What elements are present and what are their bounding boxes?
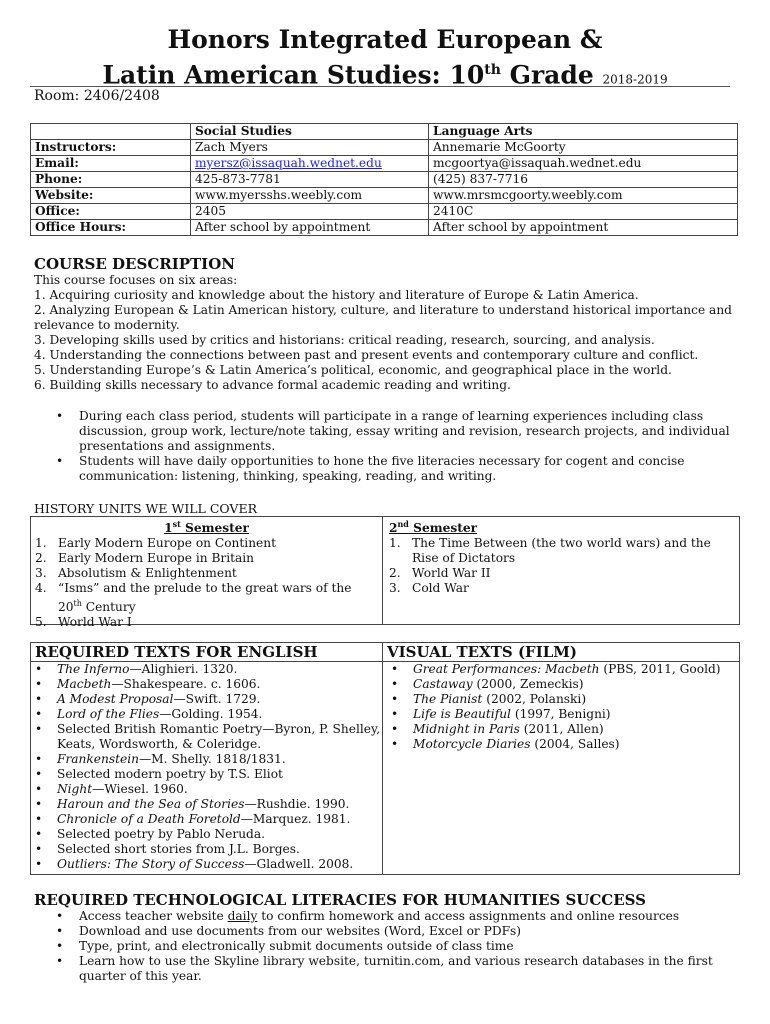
work-title: Great Performances: Macbeth — [413, 662, 600, 676]
bullet-icon: • — [391, 692, 399, 706]
bullet-icon: • — [56, 454, 64, 468]
unit-text-cont2: Century — [81, 600, 136, 615]
row-label: Instructors: — [31, 140, 191, 156]
table-row — [31, 204, 738, 220]
work-details: Selected British Romantic Poetry—Byron, P. Shelley, Keats, Wordsworth, & Coleridge. — [57, 722, 381, 751]
unit-text: Absolutism & Enlightenment — [58, 566, 237, 581]
work-details: Selected poetry by Pablo Neruda. — [57, 827, 266, 841]
bullet-icon: • — [391, 737, 399, 751]
cell-ss: After school by appointment — [191, 220, 429, 236]
col-header-social-studies: Social Studies — [191, 124, 429, 140]
unit-text: World War II — [412, 566, 491, 581]
bullet-icon: • — [35, 767, 43, 781]
bullet-icon: • — [35, 857, 43, 871]
work-title: The Inferno — [57, 662, 130, 676]
course-area: 6. Building skills necessary to advance formal academic reading and writing. — [34, 378, 511, 392]
course-area: 3. Developing skills used by critics and historians: critical reading, research, sourcing, and analysis. — [34, 333, 655, 347]
title-grade: Grade — [500, 60, 594, 90]
bullet-icon: • — [35, 707, 43, 721]
unit-text: World War I — [58, 615, 132, 630]
tech-text: Learn how to use the Skyline library website, turnitin.com, and various research databases in the first quarter of this year. — [79, 954, 713, 983]
semester-1-heading — [31, 517, 382, 536]
semester-1-column — [31, 517, 383, 630]
history-units-table — [30, 516, 740, 630]
course-area: 5. Understanding Europe’s & Latin America’s political, economic, and geographical place in the world. — [34, 363, 672, 377]
col-header-language-arts: Language Arts — [429, 124, 738, 140]
item-number: 5. — [35, 615, 47, 630]
semester-2-heading — [383, 517, 739, 536]
page-title-line1: Honors Integrated European & — [167, 25, 603, 54]
tech-text: Type, print, and electronically submit documents outside of class time — [79, 939, 514, 953]
list-item — [31, 857, 382, 872]
item-number: 4. — [35, 581, 47, 596]
item-number: 2. — [389, 566, 401, 581]
list-item — [31, 707, 382, 722]
list-item — [35, 615, 382, 630]
tech-literacies-heading: REQUIRED TECHNOLOGICAL LITERACIES FOR HUMANITIES SUCCESS — [34, 891, 647, 909]
sem1-num: 1 — [164, 521, 173, 536]
item-number: 1. — [35, 536, 47, 551]
item-number: 3. — [35, 566, 47, 581]
row-label: Office: — [31, 204, 191, 220]
list-item — [389, 536, 739, 566]
list-item — [389, 566, 739, 581]
work-details: —Wiesel. 1960. — [92, 782, 188, 796]
work-title: Haroun and the Sea of Stories — [57, 797, 245, 811]
bullet-icon: • — [391, 707, 399, 721]
list-item — [35, 566, 382, 581]
bullet-icon: • — [35, 752, 43, 766]
table-row — [31, 220, 738, 236]
english-texts-column — [31, 643, 383, 874]
work-details: Selected modern poetry by T.S. Eliot — [57, 767, 283, 781]
list-item — [35, 536, 382, 551]
work-details: (PBS, 2011, Goold) — [599, 662, 721, 676]
bullet-text: During each class period, students will participate in a range of learning experiences including class discussion, group work, lecture/note taking, essay writing and revision, research projects, and individual presentations and assignments. — [79, 409, 730, 453]
list-item — [383, 692, 739, 707]
work-title: Frankenstein — [57, 752, 139, 766]
unit-text: The Time Between (the two world wars) and the Rise of Dictators — [412, 536, 711, 566]
work-details: (2004, Salles) — [530, 737, 620, 751]
table-row — [31, 156, 738, 172]
list-item — [383, 707, 739, 722]
bullet-icon: • — [35, 827, 43, 841]
bullet-icon: • — [56, 954, 64, 968]
unit-sup: th — [73, 599, 82, 609]
work-details: (2011, Allen) — [519, 722, 604, 736]
work-details: —Marquez. 1981. — [240, 812, 351, 826]
work-details: (1997, Benigni) — [510, 707, 611, 721]
history-units-heading: HISTORY UNITS WE WILL COVER — [34, 501, 257, 516]
bullet-icon: • — [56, 409, 64, 423]
list-item — [34, 939, 734, 954]
work-details: —Golding. 1954. — [159, 707, 263, 721]
work-title: Macbeth — [57, 677, 112, 691]
course-intro: This course focuses on six areas: — [34, 273, 238, 287]
list-item — [31, 722, 382, 752]
table-row — [31, 172, 738, 188]
cell-la: www.mrsmcgoorty.weebly.com — [429, 188, 738, 204]
list-item — [31, 827, 382, 842]
item-number: 2. — [35, 551, 47, 566]
sem2-label: Semester — [408, 521, 478, 536]
bullet-icon: • — [391, 722, 399, 736]
cell-la: After school by appointment — [429, 220, 738, 236]
course-area: 2. Analyzing European & Latin American history, culture, and literature to understand historical importance and relevance to modernity. — [34, 303, 732, 332]
bullet-icon: • — [56, 909, 64, 923]
tech-text-underlined: daily — [227, 909, 258, 923]
work-details: —Shakespeare. c. 1606. — [111, 677, 261, 691]
row-label: Phone: — [31, 172, 191, 188]
english-texts-list — [31, 662, 382, 872]
bullet-icon: • — [391, 677, 399, 691]
bullet-icon: • — [35, 812, 43, 826]
cell-ss: Zach Myers — [191, 140, 429, 156]
list-item — [35, 581, 382, 615]
email-link-myers[interactable]: myersz@issaquah.wednet.edu — [195, 156, 382, 170]
list-item — [35, 551, 382, 566]
unit-text: Cold War — [412, 581, 469, 596]
tech-text: to confirm homework and access assignments and online resources — [257, 909, 680, 923]
work-title: Night — [57, 782, 93, 796]
cell-la: mcgoortya@issaquah.wednet.edu — [429, 156, 738, 172]
course-description — [34, 273, 734, 393]
work-details: —Alighieri. 1320. — [129, 662, 238, 676]
unit-text: Early Modern Europe in Britain — [58, 551, 255, 566]
film-texts-heading: VISUAL TEXTS (FILM) — [383, 643, 739, 662]
list-item — [34, 954, 734, 984]
work-title: The Pianist — [413, 692, 483, 706]
list-item — [31, 662, 382, 677]
work-details: Selected short stories from J.L. Borges. — [57, 842, 300, 856]
bullet-icon: • — [35, 662, 43, 676]
semester-1-list — [31, 536, 382, 630]
tech-text: Download and use documents from our websites (Word, Excel or PDFs) — [79, 924, 522, 938]
list-item — [31, 812, 382, 827]
bullet-icon: • — [35, 842, 43, 856]
item-number: 3. — [389, 581, 401, 596]
course-area: 4. Understanding the connections between past and present events and contemporary culture and conflict. — [34, 348, 699, 362]
english-texts-heading: REQUIRED TEXTS FOR ENGLISH — [31, 643, 382, 662]
list-item — [383, 722, 739, 737]
bullet-icon: • — [56, 924, 64, 938]
row-label: Office Hours: — [31, 220, 191, 236]
work-title: Lord of the Flies — [57, 707, 160, 721]
list-item — [31, 782, 382, 797]
film-texts-column — [383, 643, 739, 874]
required-texts-table — [30, 642, 740, 875]
list-item — [383, 662, 739, 677]
school-year: 2018-2019 — [602, 72, 668, 87]
empty-header-cell — [31, 124, 191, 140]
row-label: Email: — [31, 156, 191, 172]
sem1-label: Semester — [180, 521, 249, 536]
list-item — [31, 797, 382, 812]
work-title: Chronicle of a Death Foretold — [57, 812, 241, 826]
table-row — [31, 140, 738, 156]
unit-text: Early Modern Europe on Continent — [58, 536, 277, 551]
work-title: A Modest Proposal — [57, 692, 174, 706]
work-details: (2000, Zemeckis) — [472, 677, 584, 691]
unit-text: “Isms” and the prelude to the great wars of the — [58, 581, 352, 596]
tech-literacies-list — [34, 909, 734, 984]
list-item — [31, 767, 382, 782]
bullet-icon: • — [35, 692, 43, 706]
work-title: Outliers: The Story of Success — [57, 857, 245, 871]
list-item — [34, 909, 734, 924]
bullet-icon: • — [391, 662, 399, 676]
list-item — [31, 677, 382, 692]
bullet-icon: • — [35, 782, 43, 796]
bullet-text: Students will have daily opportunities to hone the five literacies necessary for cogent and concise communication: listening, thinking, speaking, reading, and writing. — [79, 454, 685, 483]
sem2-num: 2 — [389, 521, 398, 536]
sem1-sup: st — [172, 519, 181, 529]
work-title: Midnight in Paris — [413, 722, 520, 736]
cell-ss: 425-873-7781 — [191, 172, 429, 188]
title-text: Latin American Studies: 10 — [102, 60, 485, 90]
item-number: 1. — [389, 536, 401, 551]
work-details: —Swift. 1729. — [173, 692, 261, 706]
list-item — [31, 752, 382, 767]
list-item — [34, 409, 734, 454]
table-header-row — [31, 124, 738, 140]
bullet-icon: • — [35, 722, 43, 736]
semester-2-column — [383, 517, 739, 624]
list-item — [383, 677, 739, 692]
course-area: 1. Acquiring curiosity and knowledge about the history and literature of Europe & Latin America. — [34, 288, 639, 302]
cell-la: 2410C — [429, 204, 738, 220]
cell-la: Annemarie McGoorty — [429, 140, 738, 156]
work-title: Motorcycle Diaries — [413, 737, 531, 751]
instructor-info-table — [30, 123, 738, 236]
unit-text-cont: 20 — [58, 600, 74, 615]
title-superscript: th — [484, 62, 501, 78]
list-item — [383, 737, 739, 752]
list-item — [34, 924, 734, 939]
room-number: Room: 2406/2408 — [34, 88, 160, 104]
list-item — [389, 581, 739, 596]
bullet-icon: • — [35, 797, 43, 811]
film-texts-list — [383, 662, 739, 752]
work-details: —Gladwell. 2008. — [244, 857, 354, 871]
work-title: Castaway — [413, 677, 473, 691]
list-item — [31, 692, 382, 707]
row-label: Website: — [31, 188, 191, 204]
work-details: —Rushdie. 1990. — [244, 797, 350, 811]
cell-ss: 2405 — [191, 204, 429, 220]
work-details: (2002, Polanski) — [482, 692, 587, 706]
bullet-icon: • — [35, 677, 43, 691]
cell-ss — [191, 156, 429, 172]
work-title: Life is Beautiful — [413, 707, 511, 721]
cell-la: (425) 837-7716 — [429, 172, 738, 188]
course-description-heading: COURSE DESCRIPTION — [34, 255, 235, 273]
work-details: —M. Shelly. 1818/1831. — [138, 752, 286, 766]
tech-text: Access teacher website — [79, 909, 228, 923]
cell-ss: www.myersshs.weebly.com — [191, 188, 429, 204]
table-row — [31, 188, 738, 204]
list-item — [31, 842, 382, 857]
sem2-sup: nd — [397, 519, 409, 529]
semester-2-list — [383, 536, 739, 596]
bullet-icon: • — [56, 939, 64, 953]
course-bullets — [34, 409, 734, 484]
list-item — [34, 454, 734, 484]
